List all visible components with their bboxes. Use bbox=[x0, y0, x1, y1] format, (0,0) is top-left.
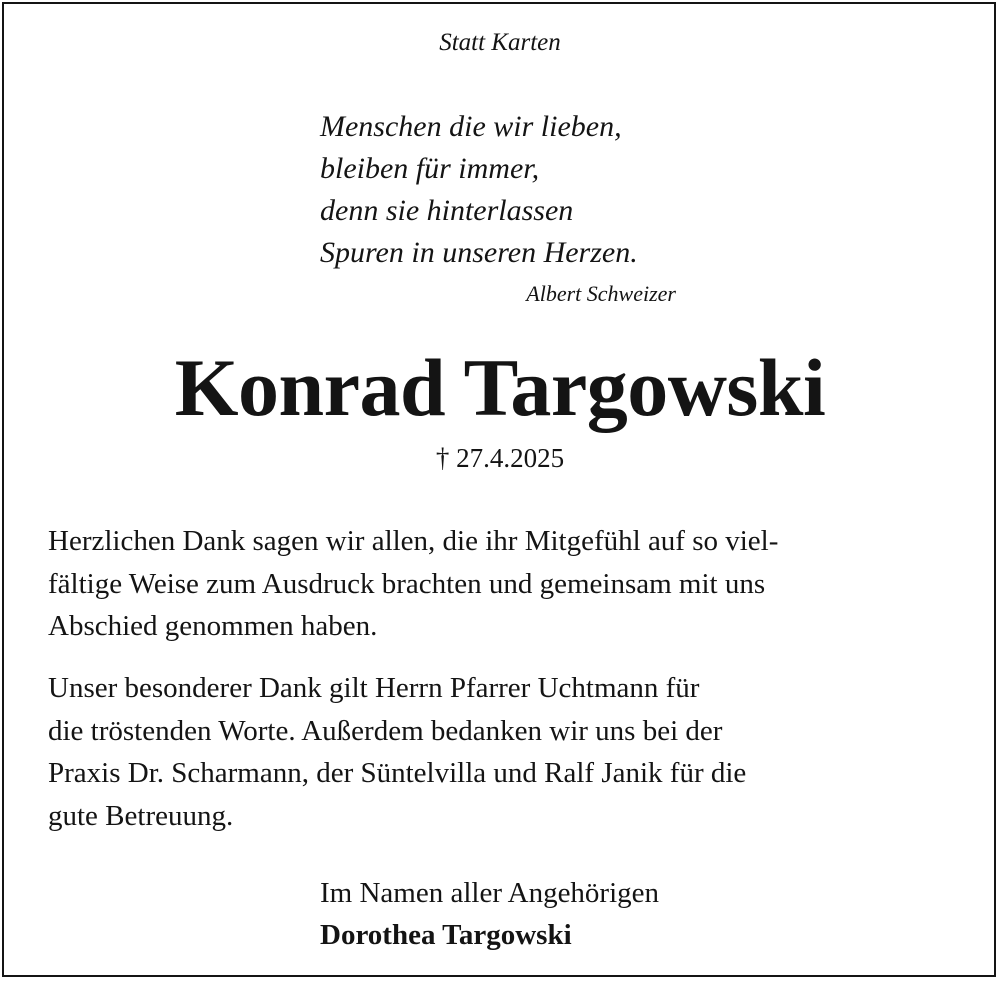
body-line: Praxis Dr. Scharmann, der Süntelvilla und Ralf Janik für die bbox=[48, 757, 747, 789]
body-line: fältige Weise zum Ausdruck brachten und gemeinsam mit uns bbox=[48, 567, 766, 600]
poem-author: Albert Schweizer bbox=[526, 281, 676, 306]
poem-quote bbox=[320, 106, 638, 274]
poem-line: Menschen die wir lieben, bbox=[320, 110, 622, 143]
body-line: Herzlichen Dank sagen wir allen, die ihr Mitgefühl auf so viel- bbox=[48, 525, 779, 557]
signer-name: Dorothea Targowski bbox=[320, 919, 572, 951]
signature-intro: Im Namen aller Angehörigen bbox=[320, 877, 660, 909]
poem-line: Spuren in unseren Herzen. bbox=[320, 236, 638, 269]
body-line: Unser besonderer Dank gilt Herrn Pfarrer Uchtmann für bbox=[48, 672, 700, 704]
poem-line: bleiben für immer, bbox=[320, 152, 540, 185]
death-date: † 27.4.2025 bbox=[435, 443, 565, 473]
body-line: Abschied genommen haben. bbox=[48, 610, 378, 642]
thanks-paragraph-2 bbox=[48, 667, 968, 837]
poem-line: denn sie hinterlassen bbox=[320, 194, 574, 227]
header-statt-karten: Statt Karten bbox=[439, 29, 561, 56]
signature-block bbox=[320, 872, 659, 956]
deceased-name: Konrad Targowski bbox=[174, 342, 826, 433]
thanks-paragraph-1 bbox=[48, 520, 968, 648]
body-line: die tröstenden Worte. Außerdem bedanken wir uns bei der bbox=[48, 714, 723, 747]
body-line: gute Betreuung. bbox=[48, 799, 234, 832]
